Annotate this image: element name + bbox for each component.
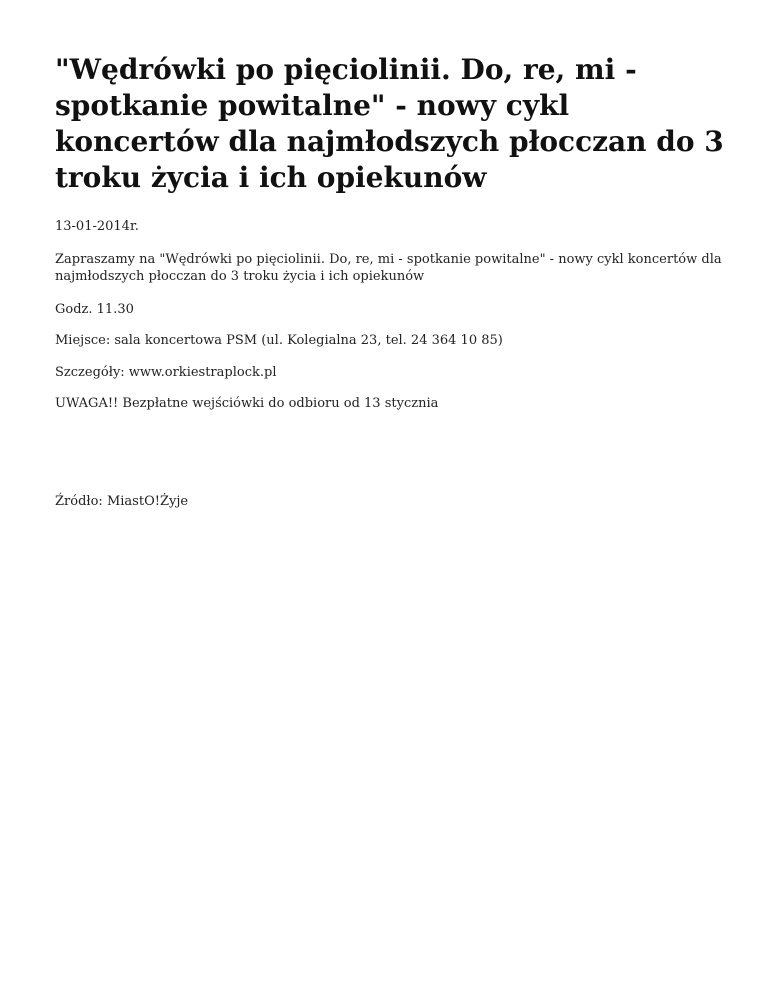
- article-intro: Zapraszamy na "Wędrówki po pięciolinii. Do, re, mi - spotkanie powitalne" - nowy cykl koncertów dla najmłodszych płocczan do 3 troku życia i ich opiekunów: [55, 252, 722, 284]
- article-date: 13-01-2014r.: [55, 219, 139, 234]
- event-venue: Miejsce: sala koncertowa PSM (ul. Kolegialna 23, tel. 24 364 10 85): [55, 333, 503, 348]
- article-source: Źródło: MiastO!Żyje: [55, 494, 189, 509]
- event-details: Szczegóły: www.orkiestraplock.pl: [55, 365, 277, 380]
- event-hours: Godz. 11.30: [55, 302, 134, 317]
- article: [55, 52, 725, 510]
- event-notice: UWAGA!! Bezpłatne wejściówki do odbioru od 13 stycznia: [55, 396, 439, 411]
- article-title: "Wędrówki po pięciolinii. Do, re, mi - spotkanie powitalne" - nowy cykl koncertów dla najmłodszych płocczan do 3 troku życia i ich opiekunów: [55, 53, 724, 194]
